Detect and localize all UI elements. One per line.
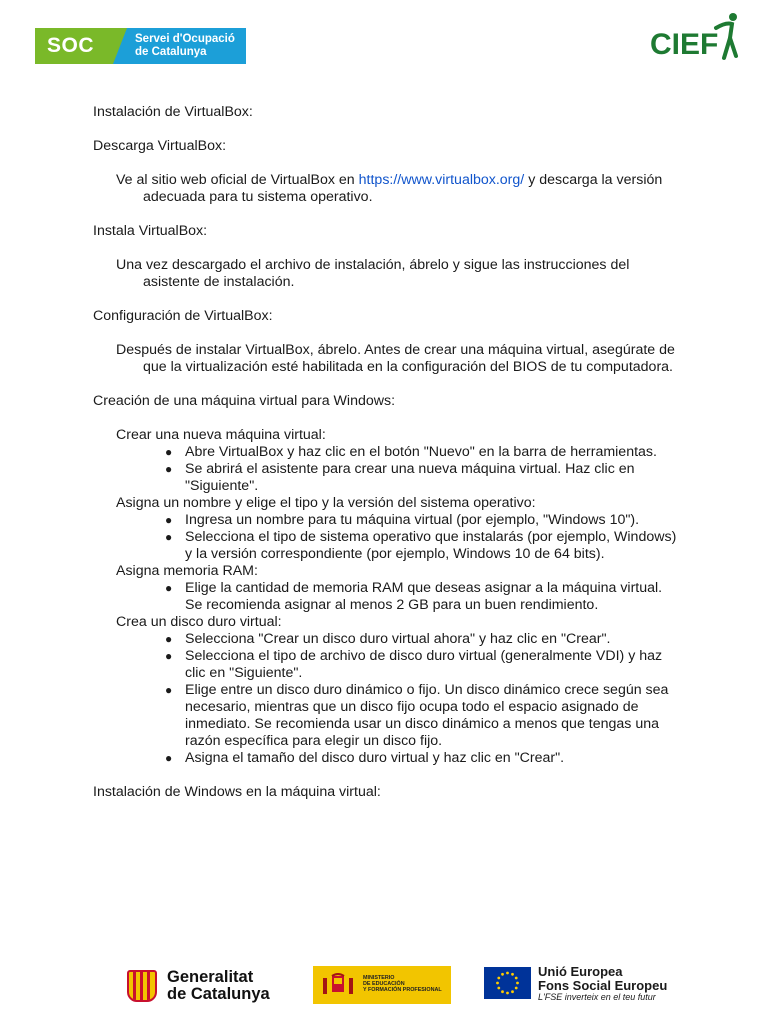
step-new-vm-list: [93, 444, 683, 495]
soc-logo-text: Servei d'Ocupació de Catalunya: [127, 28, 246, 64]
soc-logo-mark: SOC: [35, 28, 113, 64]
footer-logos: [0, 960, 768, 1010]
document-body: [93, 104, 683, 801]
bullet-icon: ●: [165, 683, 173, 697]
soc-logo: [35, 28, 246, 64]
list-item: ● Selecciona el tipo de archivo de disco duro virtual (generalmente VDI) y haz clic en "Siguiente".: [165, 648, 663, 681]
bullet-icon: ●: [165, 751, 173, 765]
paragraph-download: Ve al sitio web oficial de VirtualBox en https://www.virtualbox.org/ y descarga la versión adecuada para tu sistema operativo.: [116, 172, 663, 205]
paragraph-configuration: Después de instalar VirtualBox, ábrelo. Antes de crear una máquina virtual, asegúrate de que la virtualización esté habilitada en la configuración del BIOS de tu computadora.: [116, 342, 675, 375]
bullet-icon: ●: [165, 632, 173, 646]
list-item: ● Selecciona "Crear un disco duro virtual ahora" y haz clic en "Crear".: [165, 631, 611, 647]
generalitat-logo: Generalitat de Catalunya: [127, 968, 297, 1004]
heading-installation: Instalación de VirtualBox:: [93, 104, 253, 120]
cief-logo: [650, 12, 740, 64]
eu-flag-icon: [484, 967, 531, 999]
ministerio-logo: MINISTERIO DE EDUCACIÓN Y FORMACIÓN PROFESIONAL: [313, 966, 451, 1004]
runner-figure-icon: [650, 12, 740, 64]
heading-configuration: Configuración de VirtualBox:: [93, 308, 273, 324]
list-item: ● Selecciona el tipo de sistema operativo que instalarás (por ejemplo, Windows) y la versión correspondiente (por ejemplo, Windows 10 de 64 bits).: [165, 529, 677, 562]
heading-create-vm: Creación de una máquina virtual para Windows:: [93, 393, 396, 409]
list-item: ● Abre VirtualBox y haz clic en el botón "Nuevo" en la barra de herramientas.: [165, 444, 657, 460]
bullet-icon: ●: [165, 445, 173, 459]
bullet-icon: ●: [165, 649, 173, 663]
heading-install-windows: Instalación de Windows en la máquina virtual:: [93, 784, 381, 800]
spain-coat-of-arms-icon: [319, 972, 357, 998]
virtualbox-link[interactable]: https://www.virtualbox.org/: [358, 172, 525, 188]
list-item: ● Se abrirá el asistente para crear una nueva máquina virtual. Haz clic en "Siguiente".: [165, 461, 635, 494]
step-ram: Asigna memoria RAM:: [116, 563, 258, 579]
bullet-icon: ●: [165, 513, 173, 527]
bullet-icon: ●: [165, 530, 173, 544]
step-name-os-list: [93, 512, 683, 563]
list-item: ● Ingresa un nombre para tu máquina virtual (por ejemplo, "Windows 10").: [165, 512, 640, 528]
step-new-vm: Crear una nueva máquina virtual:: [116, 427, 326, 443]
list-item: ● Asigna el tamaño del disco duro virtual y haz clic en "Crear".: [165, 750, 565, 766]
heading-install: Instala VirtualBox:: [93, 223, 208, 239]
catalan-shield-icon: [127, 970, 157, 1002]
list-item: ● Elige la cantidad de memoria RAM que deseas asignar a la máquina virtual. Se recomienda asignar al menos 2 GB para un buen rendimiento.: [165, 580, 663, 613]
eu-logo: Unió Europea Fons Social Europeu L'FSE inverteix en el teu futur: [484, 965, 674, 1005]
paragraph-install: Una vez descargado el archivo de instalación, ábrelo y sigue las instrucciones del asistente de instalación.: [116, 257, 630, 290]
step-ram-list: [93, 580, 683, 614]
step-disk-list: [93, 631, 683, 767]
cief-logo-text: CIEF: [650, 28, 719, 61]
bullet-icon: ●: [165, 462, 173, 476]
step-name-os: Asigna un nombre y elige el tipo y la versión del sistema operativo:: [116, 495, 536, 511]
list-item: ● Elige entre un disco duro dinámico o fijo. Un disco dinámico crece según sea necesario, mientras que un disco fijo ocupa todo el espacio asignado de inmediato. Se recomienda usar un disco dinámico a menos que tengas una razón específica para elegir un disco fijo.: [165, 682, 669, 749]
bullet-icon: ●: [165, 581, 173, 595]
step-disk: Crea un disco duro virtual:: [116, 614, 282, 630]
heading-download: Descarga VirtualBox:: [93, 138, 227, 154]
